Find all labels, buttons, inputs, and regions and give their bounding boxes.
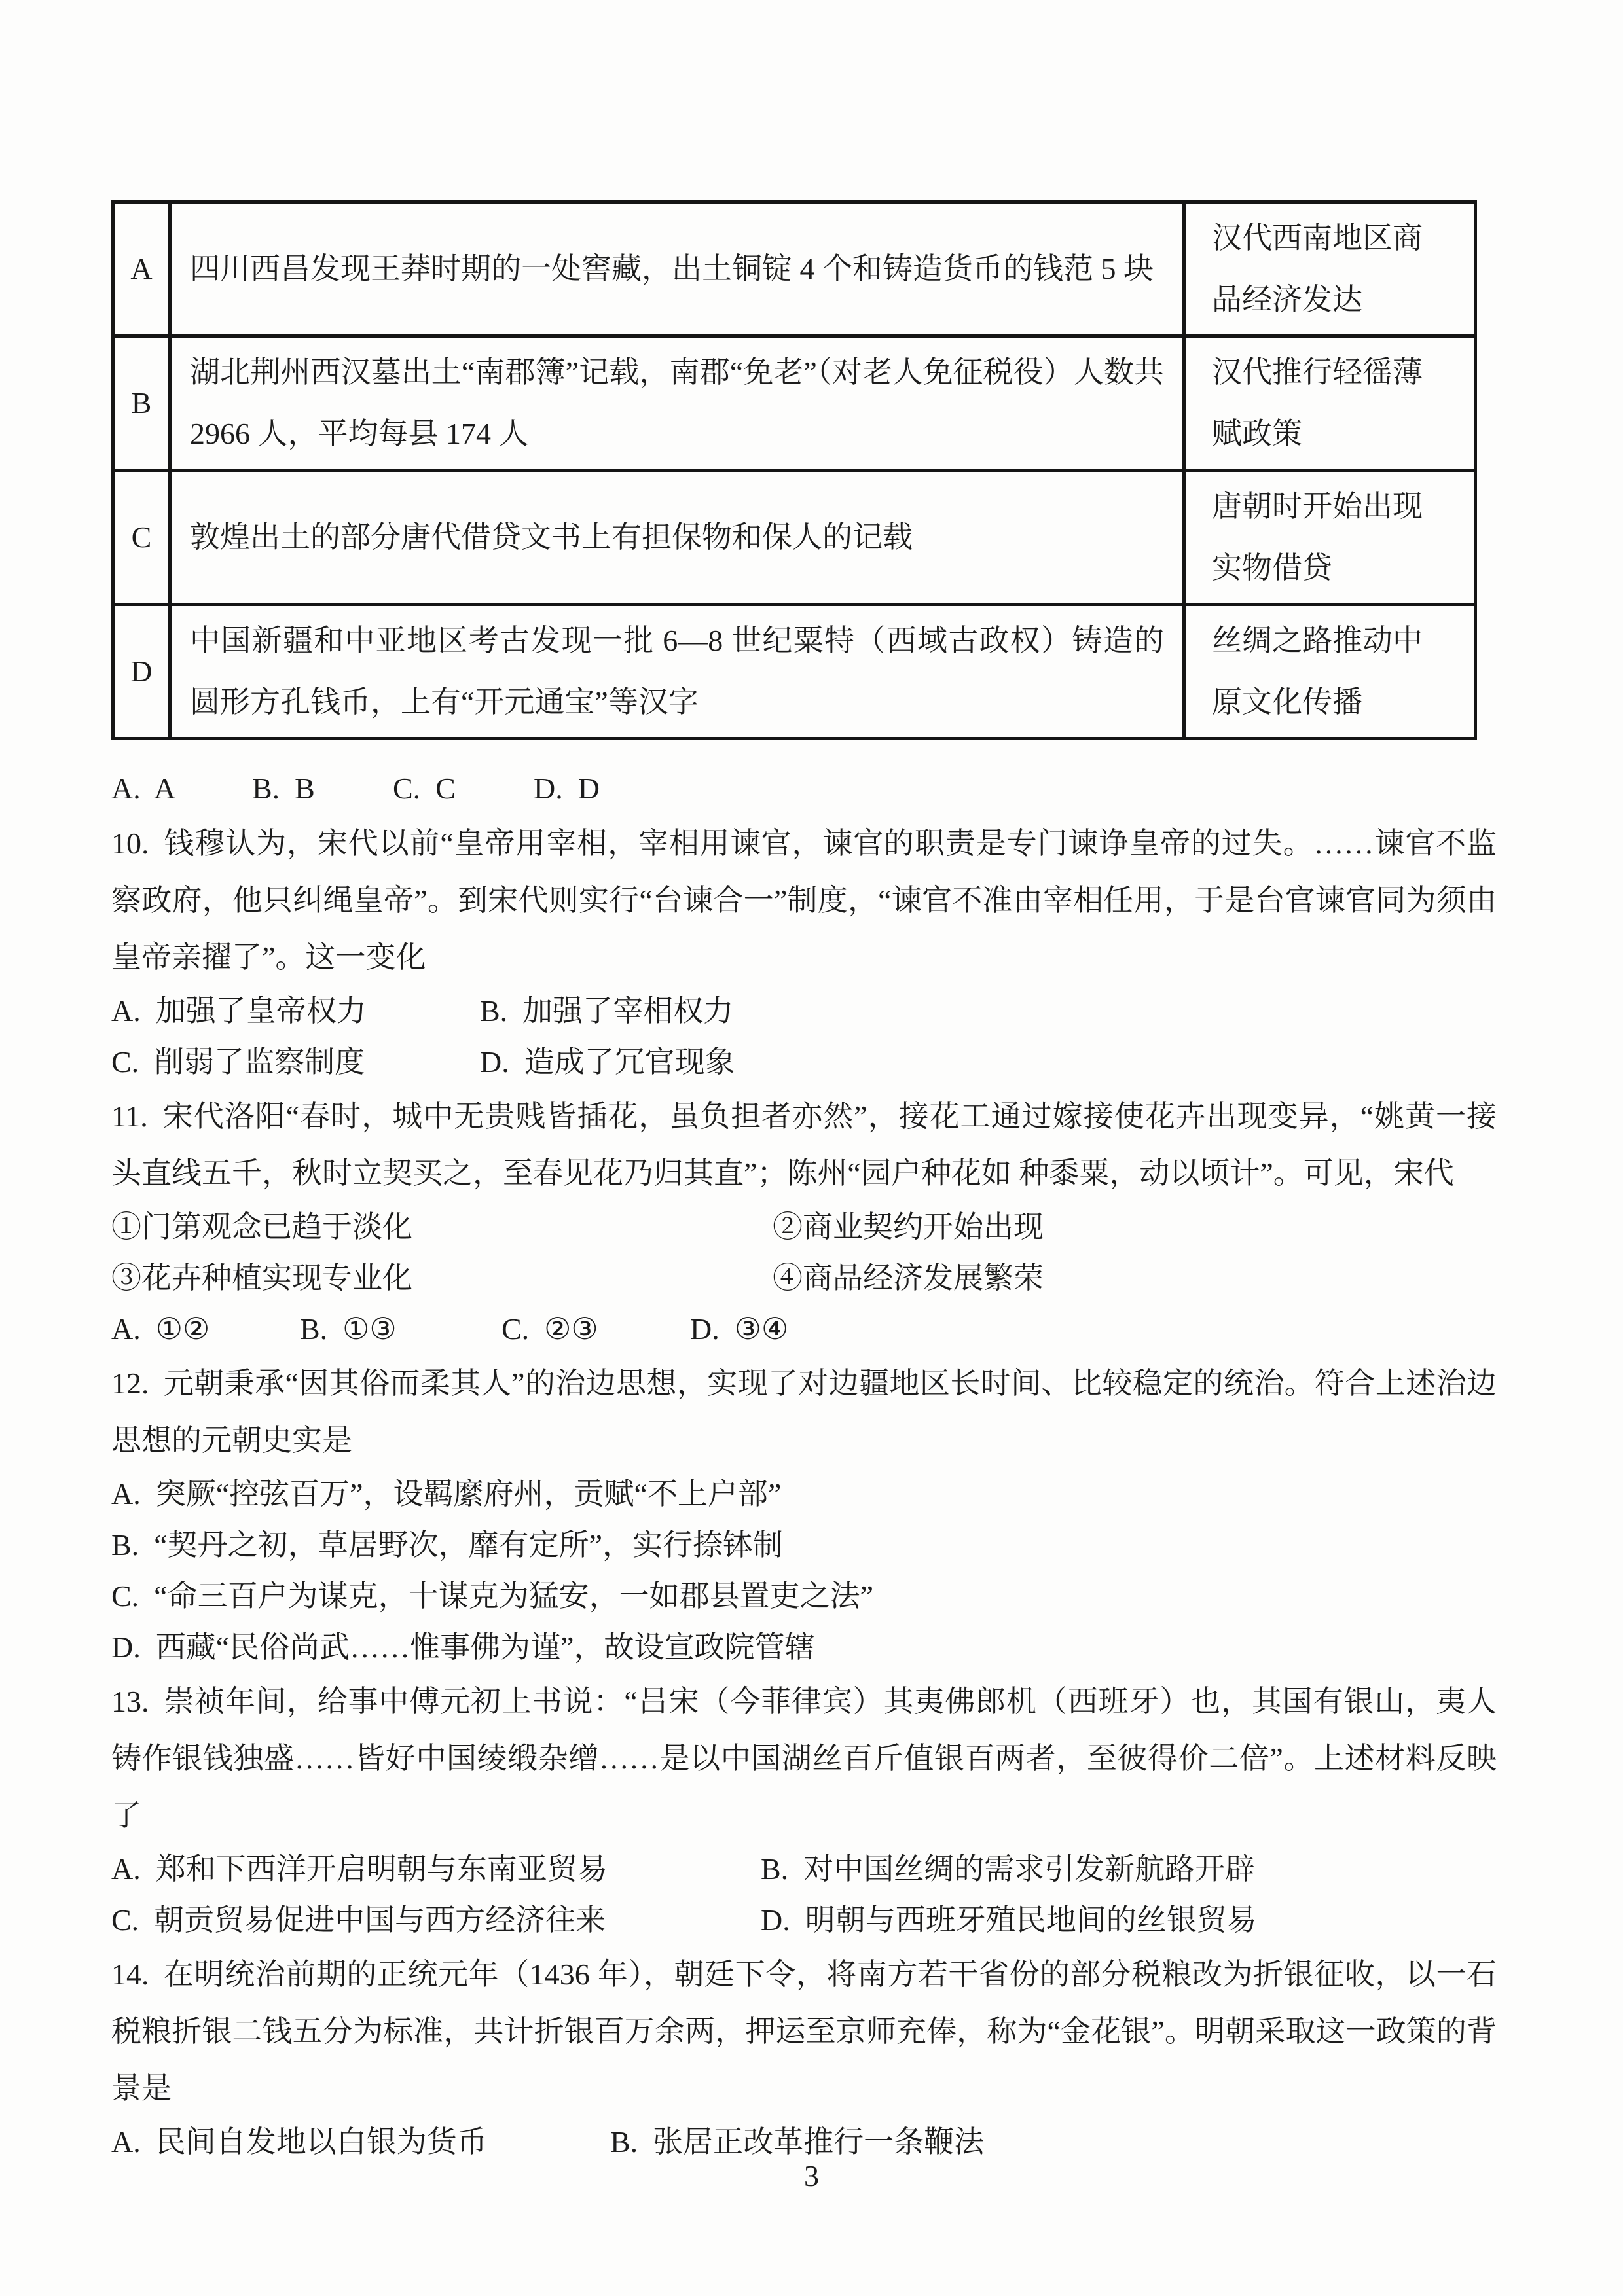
option-a: A. 加强了皇帝权力 (111, 994, 367, 1028)
question-stem (111, 1355, 1497, 1469)
question-10 (111, 815, 1497, 1088)
option-row (111, 1037, 1497, 1088)
question-stem (111, 1946, 1497, 2117)
option-c: C. 朝贡贸易促进中国与西方经济往来 (111, 1903, 606, 1937)
option-row (111, 1844, 1497, 1895)
statement-3: ③花卉种植实现专业化 (111, 1261, 412, 1295)
option-a: A. A (111, 772, 176, 805)
table-row (113, 336, 1476, 471)
option-a: A. ①② (111, 1312, 210, 1346)
option-b: B. “契丹之初，草居野次，靡有定所”，实行捺钵制 (111, 1528, 784, 1562)
question-number: 13. (111, 1685, 149, 1718)
question-stem (111, 815, 1497, 986)
question-9-answer-row (111, 762, 1497, 815)
page-number: 3 (804, 2159, 819, 2193)
question-13 (111, 1673, 1497, 1946)
question-number: 12. (111, 1367, 149, 1400)
row-conclusion: 汉代西南地区商品经济发达 (1184, 202, 1476, 336)
option-b: B. 加强了宰相权力 (480, 994, 734, 1028)
row-description: 四川西昌发现王莽时期的一处窖藏，出土铜锭 4 个和铸造货币的钱范 5 块 (170, 202, 1184, 336)
statement-1: ①门第观念已趋于淡化 (111, 1210, 412, 1244)
row-description: 中国新疆和中亚地区考古发现一批 6—8 世纪粟特（西域古政权）铸造的圆形方孔钱币，上有“开元通宝”等汉字 (170, 605, 1184, 739)
question-stem (111, 1088, 1497, 1202)
question-11 (111, 1088, 1497, 1355)
option-b: B. ①③ (300, 1312, 397, 1346)
row-description: 湖北荆州西汉墓出土“南郡簿”记载，南郡“免老”（对老人免征税役）人数共 2966 人，平均每县 174 人 (170, 336, 1184, 471)
evidence-conclusion-table (111, 200, 1477, 740)
option-a: A. 民间自发地以白银为货币 (111, 2125, 487, 2159)
option-d: D. 造成了冗官现象 (480, 1045, 735, 1079)
option-b: B. B (252, 772, 315, 805)
option-row (111, 1622, 1497, 1673)
option-row (111, 1469, 1497, 1520)
option-c: C. “命三百户为谋克，十谋克为猛安，一如郡县置吏之法” (111, 1579, 874, 1613)
question-text: 宋代洛阳“春时，城中无贵贱皆插花，虽负担者亦然”，接花工通过嫁接使花卉出现变异，“姚黄一接头直线五千，秋时立契买之，至春见花乃归其直”；陈州“园户种花如 种黍粟，动以顷计”。可见，宋代 (111, 1100, 1497, 1190)
option-a: A. 突厥“控弦百万”，设羁縻府州，贡赋“不上户部” (111, 1477, 782, 1511)
row-letter: A (113, 202, 170, 336)
statement-2: ②商业契约开始出现 (773, 1210, 1044, 1244)
option-d: D. 明朝与西班牙殖民地间的丝银贸易 (761, 1903, 1257, 1937)
option-a: A. 郑和下西洋开启明朝与东南亚贸易 (111, 1852, 608, 1886)
question-text: 崇祯年间，给事中傅元初上书说：“吕宋（今菲律宾）其夷佛郎机（西班牙）也，其国有银山，夷人铸作银钱独盛……皆好中国绫缎杂缯……是以中国湖丝百斤值银百两者，至彼得价二倍”。上述材料反映了 (111, 1685, 1497, 1832)
question-text: 元朝秉承“因其俗而柔其人”的治边思想，实现了对边疆地区长时间、比较稳定的统治。符合上述治边思想的元朝史实是 (111, 1367, 1497, 1457)
statement-4: ④商品经济发展繁荣 (773, 1261, 1044, 1295)
row-conclusion: 唐朝时开始出现实物借贷 (1184, 471, 1476, 605)
row-conclusion: 汉代推行轻徭薄赋政策 (1184, 336, 1476, 471)
option-c: C. ②③ (501, 1312, 598, 1346)
option-d: D. 西藏“民俗尚武……惟事佛为谨”，故设宣政院管辖 (111, 1630, 815, 1664)
question-number: 11. (111, 1100, 148, 1133)
question-stem (111, 1673, 1497, 1844)
table-row (113, 202, 1476, 336)
statement-row (111, 1202, 1497, 1253)
table-row (113, 605, 1476, 739)
row-description: 敦煌出土的部分唐代借贷文书上有担保物和保人的记载 (170, 471, 1184, 605)
option-row (111, 986, 1497, 1037)
question-number: 10. (111, 827, 149, 860)
option-d: D. D (534, 772, 600, 805)
question-number: 14. (111, 1958, 149, 1991)
option-d: D. ③④ (690, 1312, 789, 1346)
option-c: C. 削弱了监察制度 (111, 1045, 365, 1079)
option-b: B. 张居正改革推行一条鞭法 (610, 2125, 985, 2159)
row-letter: B (113, 336, 170, 471)
option-row (111, 1520, 1497, 1571)
row-conclusion: 丝绸之路推动中原文化传播 (1184, 605, 1476, 739)
option-b: B. 对中国丝绸的需求引发新航路开辟 (761, 1852, 1256, 1886)
question-14 (111, 1946, 1497, 2168)
question-12 (111, 1355, 1497, 1673)
page-content (111, 200, 1497, 2168)
row-letter: C (113, 471, 170, 605)
question-text: 钱穆认为，宋代以前“皇帝用宰相，宰相用谏官，谏官的职责是专门谏诤皇帝的过失。……谏官不监察政府，他只纠绳皇帝”。到宋代则实行“台谏合一”制度，“谏官不准由宰相任用，于是台官谏官同为须由皇帝亲擢了”。这一变化 (111, 827, 1497, 974)
question-text: 在明统治前期的正统元年（1436 年），朝廷下令，将南方若干省份的部分税粮改为折银征收，以一石税粮折银二钱五分为标准，共计折银百万余两，押运至京师充俸，称为“金花银”。明朝采取这一政策的背景是 (111, 1958, 1497, 2105)
table-row (113, 471, 1476, 605)
statement-row (111, 1253, 1497, 1304)
option-row (111, 1895, 1497, 1946)
option-c: C. C (393, 772, 456, 805)
option-row (111, 1304, 1497, 1355)
row-letter: D (113, 605, 170, 739)
option-row (111, 1571, 1497, 1622)
